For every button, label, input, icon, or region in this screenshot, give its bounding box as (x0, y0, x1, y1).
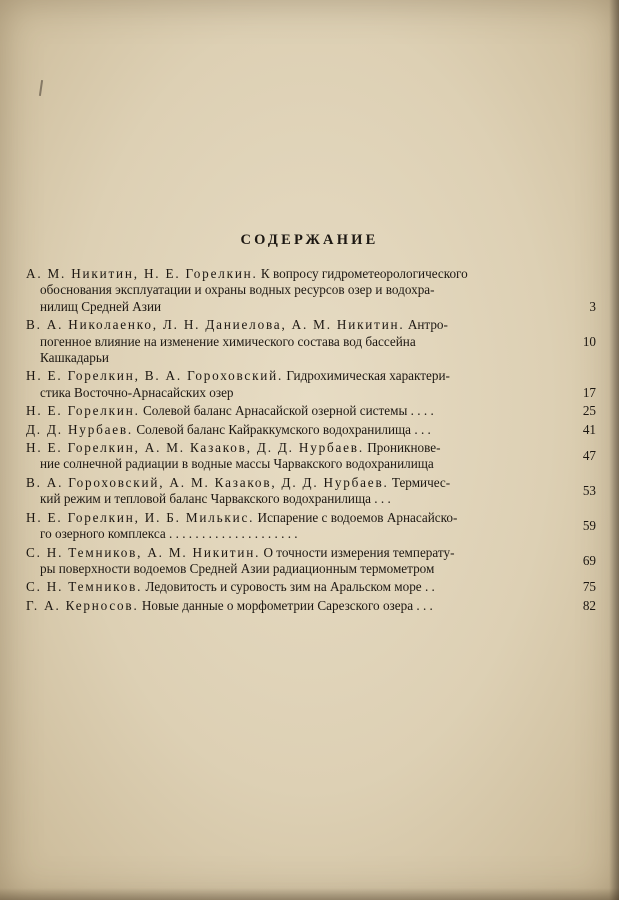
entry-page-number: 75 (582, 579, 596, 595)
entry-title-line: О точности измерения температу- (263, 544, 455, 560)
entry-title-line: стика Восточно-Арнасайских озер (40, 384, 234, 400)
entry-title-line: Ледовитость и суровость зим на Аральском море (145, 579, 422, 595)
entry-authors: Г. А. Керносов. (26, 597, 139, 613)
toc-entry: Д. Д. Нурбаев. Солевой баланс Кайраккумского водохранилища . . . 41 (26, 421, 596, 437)
entry-title-line: К вопросу гидрометеорологического (260, 266, 468, 281)
entry-title-line: Термичес- (391, 474, 451, 490)
entry-title-line: ры поверхности водоемов Средней Азии радиационным термометром (40, 560, 435, 576)
entry-title-line: Новые данные о морфометрии Сарезского озера (141, 597, 414, 613)
entry-page-number: 69 (582, 552, 596, 568)
entry-title-line: Кашкадарьи (40, 350, 109, 366)
entry-authors: Н. Е. Горелкин, И. Б. Милькис. (26, 509, 255, 525)
entry-page-number: 82 (582, 597, 596, 613)
entry-page-number: 17 (582, 384, 596, 400)
entry-authors: А. М. Никитин, Н. Е. Горелкин. (26, 266, 258, 281)
toc-entry: Н. Е. Горелкин. Солевой баланс Арнасайской озерной системы . . . . 25 (26, 403, 596, 419)
entry-title-line: Антро- (407, 317, 448, 333)
entry-title-line: Проникнове- (367, 440, 441, 456)
entry-authors: Н. Е. Горелкин. (26, 403, 140, 419)
entry-page-number: 59 (582, 518, 596, 534)
entry-authors: В. А. Николаенко, Л. Н. Даниелова, А. М. Никитин. (26, 317, 405, 333)
page-bottom-shadow (0, 888, 619, 900)
entry-authors: С. Н. Темников. (26, 579, 143, 595)
entry-title-line: кий режим и тепловой баланс Чарвакского водохранилища (40, 491, 371, 507)
entry-authors: Н. Е. Горелкин, А. М. Казаков, Д. Д. Нурбаев. (26, 440, 364, 456)
entry-page-number: 47 (582, 448, 596, 464)
entry-page-number: 3 (589, 298, 596, 314)
toc-entry (26, 368, 596, 401)
entry-title-line: ние солнечной радиации в водные массы Чарвакского водохранилища (40, 456, 434, 472)
entry-title-line: нилищ Средней Азии (40, 298, 162, 314)
toc-entry (26, 545, 596, 578)
table-of-contents (26, 266, 596, 614)
entry-page-number: 41 (582, 421, 596, 437)
toc-entry (26, 317, 596, 366)
entry-title-line: погенное влияние на изменение химического состава вод бассейна (40, 333, 416, 349)
entry-title-line: Солевой баланс Кайраккумского водохранилища (136, 421, 412, 437)
toc-entry (26, 266, 596, 315)
toc-entry: С. Н. Темников. Ледовитость и суровость зим на Аральском море . . 75 (26, 579, 596, 595)
entry-title-line: Солевой баланс Арнасайской озерной системы (142, 403, 408, 419)
entry-authors: Н. Е. Горелкин, В. А. Гороховский. (26, 368, 284, 384)
toc-entry (26, 440, 596, 473)
entry-page-number: 10 (582, 334, 596, 350)
contents-heading: СОДЕРЖАНИЕ (240, 232, 379, 248)
toc-entry: Г. А. Керносов. Новые данные о морфометрии Сарезского озера . . . 82 (26, 597, 596, 613)
page-edge-shadow (609, 0, 619, 900)
entry-authors: В. А. Гороховский, А. М. Казаков, Д. Д. Нурбаев. (26, 474, 389, 490)
entry-page-number: 53 (582, 483, 596, 499)
entry-title-line: го озерного комплекса (40, 526, 166, 542)
entry-title-line: обоснования эксплуатации и охраны водных ресурсов озер и водохра- (40, 282, 435, 298)
entry-title-line: Гидрохимическая характери- (286, 368, 450, 384)
entry-page-number: 25 (582, 403, 596, 419)
entry-title-line: Испарение с водоемов Арнасайско- (257, 509, 458, 525)
toc-entry: Н. Е. Горелкин, И. Б. Милькис. Испарение с водоемов Арнасайско- го озерного комплекса . . . . . . . . . . . . . . . . . . . . 59 (26, 509, 596, 542)
entry-authors: С. Н. Темников, А. М. Никитин. (26, 544, 261, 560)
pencil-mark (39, 80, 43, 96)
toc-entry: В. А. Гороховский, А. М. Казаков, Д. Д. Нурбаев. Термичес- кий режим и тепловой баланс Чарвакского водохранилища . . . 53 (26, 474, 596, 507)
entry-authors: Д. Д. Нурбаев. (26, 421, 134, 437)
